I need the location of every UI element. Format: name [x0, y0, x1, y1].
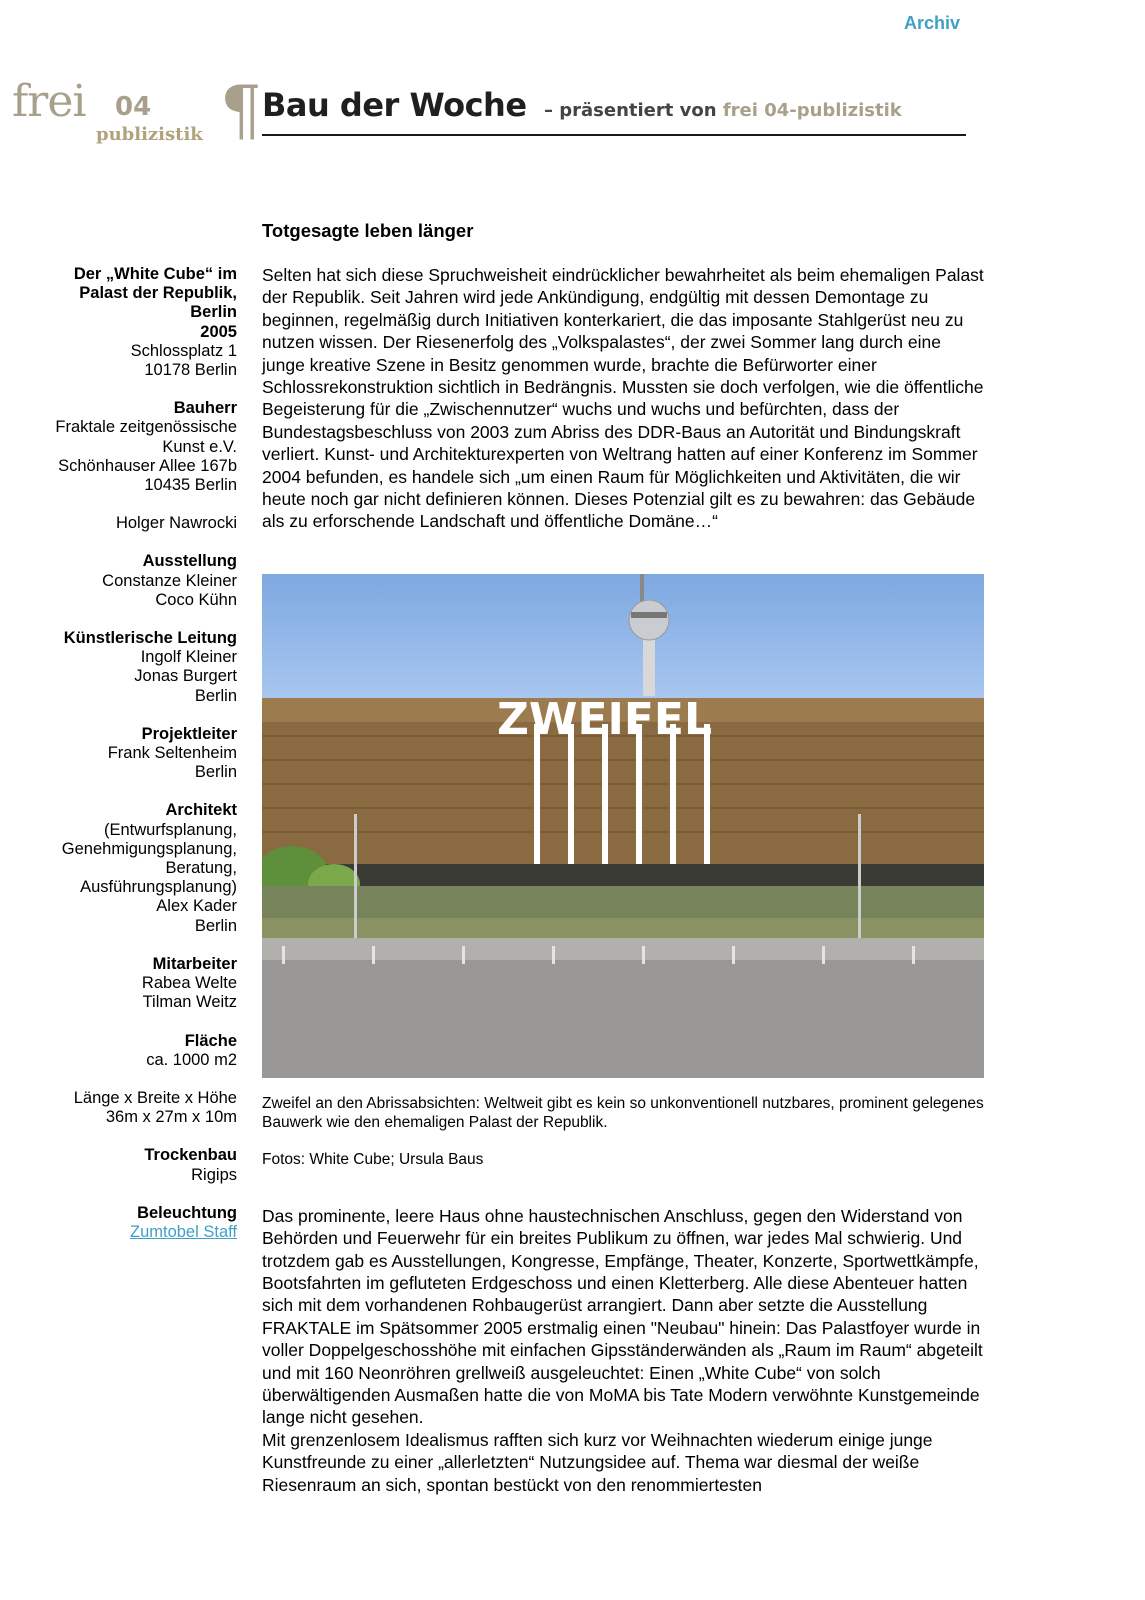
article-body-2: Mit grenzenlosem Idealismus rafften sich kurz vor Weihnachten wiederum einige junge Kunstfreunde zu einer „allerletzten“ Nutzungsidee auf. Thema war diesmal der weiße Riesenraum an sich, spontan bestückt von den renommiertesten — [262, 1429, 933, 1495]
subtitle-brand: frei 04-publizistik — [722, 100, 902, 121]
article-title: Totgesagte leben länger — [262, 220, 474, 241]
page-header — [262, 86, 966, 136]
info-group — [20, 265, 237, 380]
info-value: Constanze Kleiner — [102, 571, 237, 590]
info-label: Mitarbeiter — [152, 954, 237, 973]
archive-link[interactable]: Archiv — [904, 13, 961, 33]
info-value: Beratung, — [165, 859, 237, 878]
photo-credits: Fotos: White Cube; Ursula Baus — [262, 1150, 484, 1168]
info-group — [20, 1089, 237, 1127]
info-label: Ausstellung — [142, 552, 237, 571]
info-value: 36m x 27m x 10m — [105, 1108, 237, 1127]
info-value: ca. 1000 m2 — [146, 1050, 237, 1069]
logo-publizistik: publizistik — [96, 124, 203, 145]
info-value: Coco Kühn — [155, 590, 237, 609]
info-value: Frank Seltenheim — [107, 744, 237, 763]
info-group — [20, 801, 237, 935]
info-value: Tilman Weitz — [142, 993, 237, 1012]
frei04-logo — [12, 72, 262, 149]
info-label: Architekt — [165, 801, 237, 820]
logo-number: 04 — [115, 92, 152, 122]
logo-pilcrow-icon: ¶ — [220, 72, 262, 149]
info-value: (Entwurfsplanung, — [104, 820, 237, 839]
info-label: 2005 — [200, 322, 237, 341]
project-info-sidebar — [20, 265, 237, 1261]
info-group — [20, 399, 237, 495]
info-label: Beleuchtung — [137, 1203, 237, 1222]
info-group — [20, 629, 237, 706]
info-value: Kunst e.V. — [162, 437, 237, 456]
info-label: Fläche — [184, 1031, 237, 1050]
info-value: Berlin — [194, 686, 237, 705]
info-value: 10435 Berlin — [144, 476, 237, 495]
info-value: Ingolf Kleiner — [140, 648, 237, 667]
info-label: Der „White Cube“ im — [73, 265, 237, 283]
info-group — [20, 1146, 237, 1184]
info-value: Berlin — [194, 916, 237, 935]
info-group — [20, 955, 237, 1013]
subtitle-prefix: – präsentiert von — [544, 100, 717, 121]
info-value: Schönhauser Allee 167b — [58, 456, 237, 475]
info-label: Bauherr — [173, 399, 237, 418]
palast-der-republik-illustration — [262, 574, 984, 1078]
info-value: Rigips — [191, 1165, 237, 1184]
info-label: Trockenbau — [144, 1146, 237, 1165]
article — [262, 220, 984, 1496]
info-value: Genehmigungsplanung, — [61, 839, 237, 858]
logo-frei: frei — [12, 76, 86, 127]
article-intro: Selten hat sich diese Spruchweisheit eindrücklicher bewahrheitet als beim ehemaligen Palast der Republik. Seit Jahren wird jede Ankündigung, endgültig mit dessen Demontage zu beginnen, regelmäßig durch Initiativen konterkariert, die das imposante Stahlgerüst neu zu nutzen wissen. Der Riesenerfolg des „Volkspalastes“, der zwei Sommer lang durch eine junge kreative Szene in Besitz genommen wurde, brachte die Befürworter einer Schlossrekonstruktion sichtlich in Bedrängnis. Mussten sie doch verfolgen, wie die öffentliche Begeisterung für die „Zwischennutzer“ wuchs und wuchs und befürchten, dass der Bundestagsbeschluss von 2003 zum Abriss des DDR-Baus an Autorität und Bindungskraft verliert. Kunst- und Architekturexperten von Weltrang hatten auf einer Konferenz im Sommer 2004 befunden, es handele sich „um einen Raum für Möglichkeiten und Aktivitäten, die wir heute noch gar nicht definieren können. Dieses Potenzial gilt es zu bewahren: das Gebäude als zu erforschende Landschaft und öffentliche Domäne…“ — [262, 265, 984, 532]
info-group — [20, 514, 237, 533]
photo-sign: ZWEIFEL — [497, 693, 713, 745]
info-value: Berlin — [194, 763, 237, 782]
info-value: Schlossplatz 1 — [130, 341, 237, 360]
info-group — [20, 1032, 237, 1070]
info-label: Palast der Republik, — [79, 284, 237, 303]
info-value: Fraktale zeitgenössische — [55, 418, 237, 437]
info-value: Rabea Welte — [141, 974, 237, 993]
info-value: Alex Kader — [156, 897, 237, 916]
info-value: Holger Nawrocki — [115, 514, 237, 533]
article-body-1: Das prominente, leere Haus ohne haustechnischen Anschluss, gegen den Widerstand von Behörden und Feuerwehr für ein breites Publikum zu öffnen, war jedes Mal schwierig. Und trotzdem gab es Ausstellungen, Kongresse, Empfänge, Theater, Konzerte, Sportwettkämpfe, Bootsfahrten im gefluteten Erdgeschoss und einen Kletterberg. Alle diese Abenteuer hatten sich mit dem vorhandenen Rohbaugerüst arrangiert. Dann aber setzte die Ausstellung FRAKTALE im Spätsommer 2005 erstmalig einen "Neubau" hinein: Das Palastfoyer wurde in voller Doppelgeschosshöhe mit einfachen Gipsständerwänden als „Raum im Raum“ abgeteilt und mit 160 Neonröhren grellweiß ausgeleuchtet: Einen „White Cube“ von solch überwältigenden Ausmaßen hatte die von MoMA bis Tate Modern verwöhnte Kunstgemeinde lange nicht gesehen. — [262, 1205, 983, 1428]
page-subtitle — [544, 100, 902, 121]
photo-caption: Zweifel an den Abrissabsichten: Weltweit gibt es kein so unkonventionell nutzbares, prominent gelegenes Bauwerk wie den ehemaligen Palast der Republik. — [262, 1094, 984, 1132]
page-title: Bau der Woche — [262, 86, 527, 124]
info-group — [20, 1204, 237, 1242]
info-group — [20, 552, 237, 610]
info-value: Länge x Breite x Höhe — [73, 1088, 237, 1107]
info-value: 10178 Berlin — [144, 361, 237, 380]
info-group — [20, 725, 237, 783]
info-label: Künstlerische Leitung — [63, 629, 237, 648]
info-link[interactable]: Zumtobel Staff — [129, 1222, 237, 1241]
article-photo — [262, 574, 984, 1078]
info-label: Berlin — [190, 303, 237, 322]
info-value: Ausführungsplanung) — [80, 878, 237, 897]
info-label: Projektleiter — [141, 724, 237, 743]
info-value: Jonas Burgert — [134, 667, 237, 686]
